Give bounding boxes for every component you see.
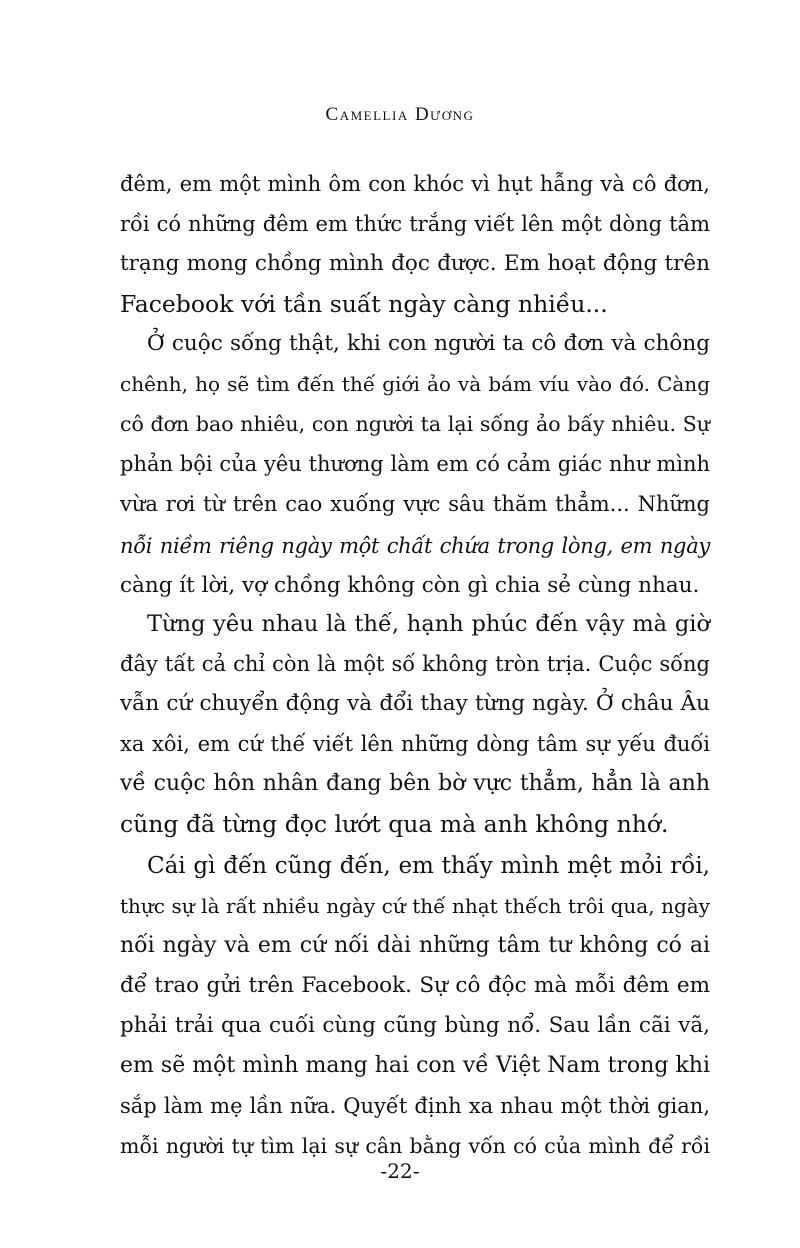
text-line: để trao gửi trên Facebook. Sự cô độc mà mỗi đêm em — [120, 973, 710, 998]
text-line: vẫn cứ chuyển động và đổi thay từng ngày. Ở châu Âu — [120, 691, 710, 716]
text-line: Cái gì đến cũng đến, em thấy mình mệt mỏi rồi, — [147, 853, 710, 879]
text-line: càng ít lời, vợ chồng không còn gì chia sẻ cùng nhau. — [120, 573, 700, 598]
text-line: em sẽ một mình mang hai con về Việt Nam trong khi — [120, 1053, 710, 1078]
running-header-author: Camellia Dương — [325, 104, 475, 125]
text-line: về cuộc hôn nhân đang bên bờ vực thẳm, hẳn là anh — [120, 771, 710, 796]
text-line: xa xôi, em cứ thế viết lên những dòng tâm sự yếu đuối — [120, 732, 710, 756]
text-line: chênh, họ sẽ tìm đến thế giới ảo và bám víu vào đó. Càng — [120, 372, 710, 396]
text-line: phản bội của yêu thương làm em có cảm giác như mình — [120, 452, 710, 476]
text-line: phải trải qua cuối cùng cũng bùng nổ. Sau lần cãi vã, — [120, 1013, 710, 1038]
text-line: sắp làm mẹ lần nữa. Quyết định xa nhau một thời gian, — [120, 1094, 710, 1118]
text-line: đây tất cả chỉ còn là một số không tròn trịa. Cuộc sống — [120, 652, 710, 676]
page-number: -22- — [380, 1159, 420, 1183]
text-line: vừa rơi từ trên cao xuống vực sâu thăm thẳm... Những — [120, 492, 710, 516]
text-line: cũng đã từng đọc lướt qua mà anh không nhớ. — [120, 810, 669, 838]
text-line: rồi có những đêm em thức trắng viết lên một dòng tâm — [120, 212, 710, 236]
text-line: đêm, em một mình ôm con khóc vì hụt hẫng và cô đơn, — [120, 172, 710, 196]
text-line: thực sự là rất nhiều ngày cứ thế nhạt thếch trôi qua, ngày — [120, 894, 710, 918]
text-line: Ở cuộc sống thật, khi con người ta cô đơn và chông — [147, 331, 710, 356]
text-line: trạng mong chồng mình đọc được. Em hoạt động trên — [120, 251, 710, 276]
text-line: Facebook với tần suất ngày càng nhiều... — [120, 290, 608, 318]
text-line: cô đơn bao nhiêu, con người ta lại sống ảo bấy nhiêu. Sự — [120, 412, 710, 436]
text-line: mỗi người tự tìm lại sự cân bằng vốn có của mình để rồi — [120, 1134, 710, 1158]
text-line: Từng yêu nhau là thế, hạnh phúc đến vậy mà giờ — [147, 611, 710, 637]
text-line-italic: nỗi niềm riêng ngày một chất chứa trong lòng, em ngày — [120, 534, 710, 558]
text-line: nối ngày và em cứ nối dài những tâm tư không có ai — [120, 933, 710, 958]
